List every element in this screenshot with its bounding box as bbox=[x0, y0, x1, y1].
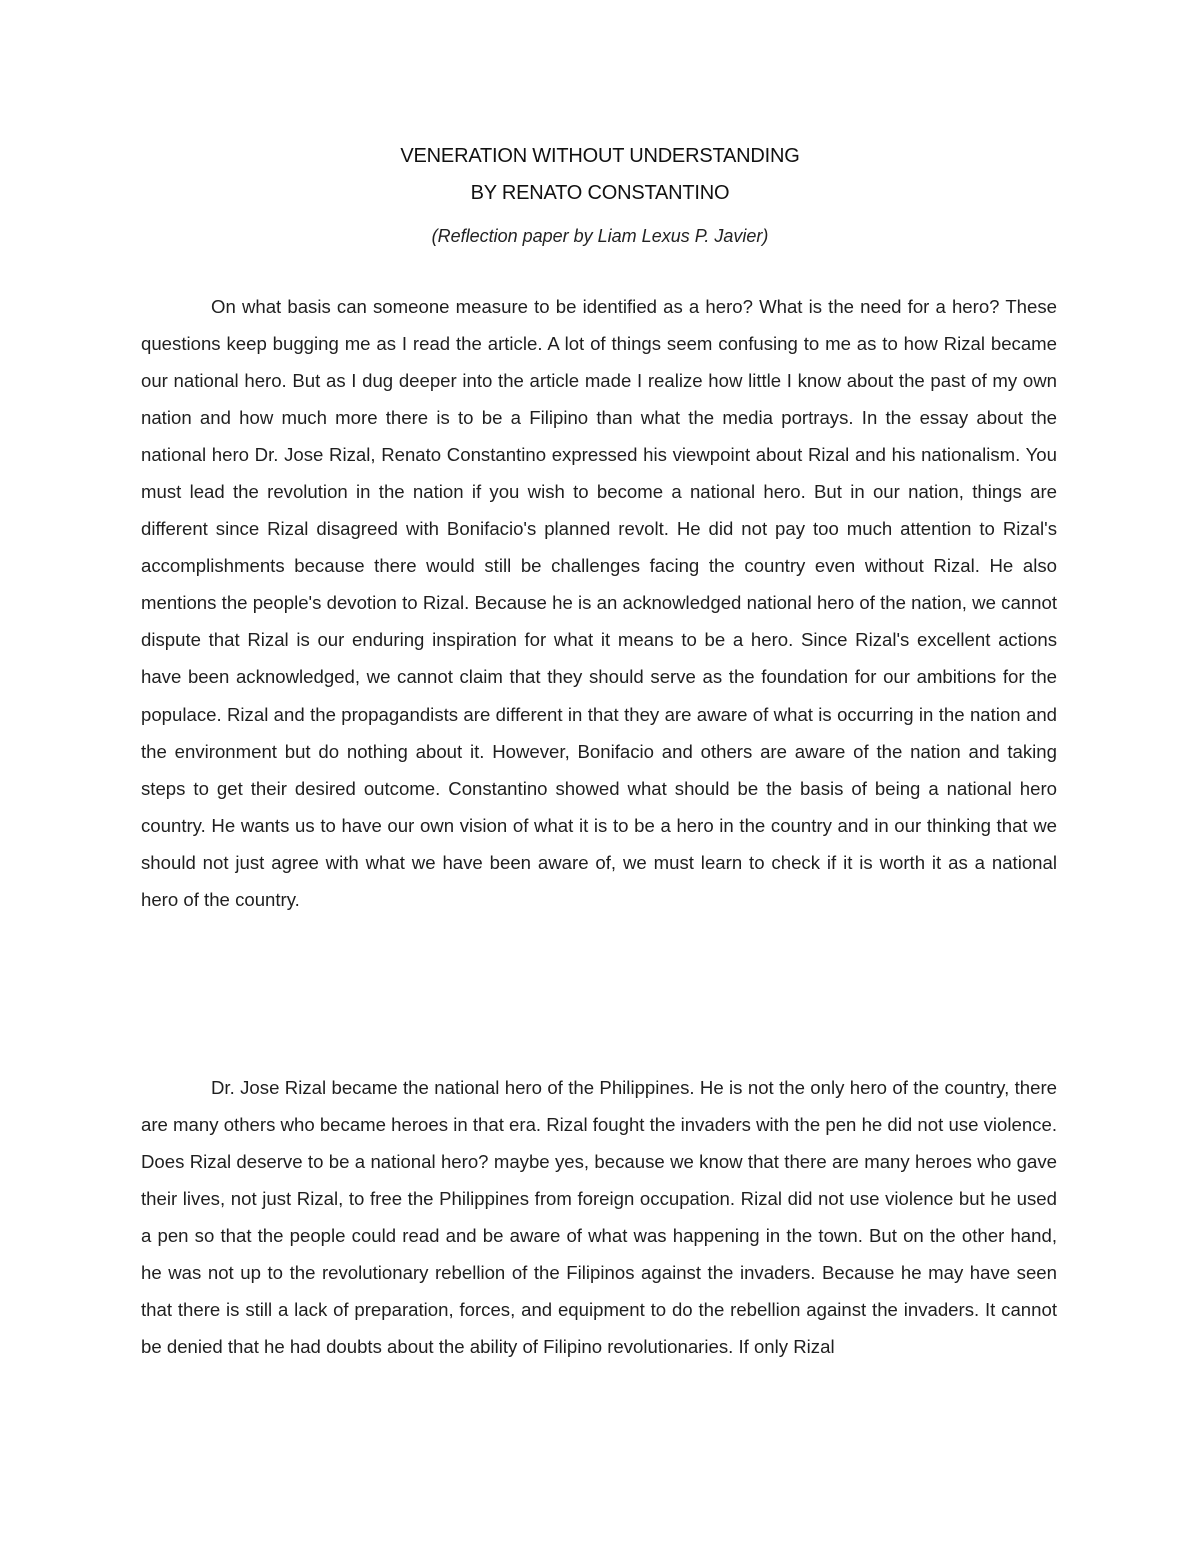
document-subtitle: (Reflection paper by Liam Lexus P. Javier) bbox=[431, 226, 769, 246]
document-author-line: BY RENATO CONSTANTINO bbox=[470, 182, 730, 204]
body-paragraph-2: Dr. Jose Rizal became the national hero of the Philippines. He is not the only hero of the country, there are many others who became heroes in that era. Rizal fought the invaders with the pen he did not use violence. Does Rizal deserve to be a national hero? maybe yes, because we know that there are many heroes who gave their lives, not just Rizal, to free the Philippines from foreign occupation. Rizal did not use violence but he used a pen so that the people could read and be aware of what was happening in the town. But on the other hand, he was not up to the revolutionary rebellion of the Filipinos against the invaders. Because he may have seen that there is still a lack of preparation, forces, and equipment to do the rebellion against the invaders. It cannot be denied that he had doubts about the ability of Filipino revolutionaries. If only Rizal bbox=[141, 1077, 1057, 1358]
title-block bbox=[0, 138, 1200, 248]
body-paragraph-1: On what basis can someone measure to be identified as a hero? What is the need for a hero? These questions keep bugging me as I read the article. A lot of things seem confusing to me as to how Rizal became our national hero. But as I dug deeper into the article made I realize how little I know about the past of my own nation and how much more there is to be a Filipino than what the media portrays. In the essay about the national hero Dr. Jose Rizal, Renato Constantino expressed his viewpoint about Rizal and his nationalism. You must lead the revolution in the nation if you wish to become a national hero. But in our nation, things are different since Rizal disagreed with Bonifacio's planned revolt. He did not pay too much attention to Rizal's accomplishments because there would still be challenges facing the country even without Rizal. He also mentions the people's devotion to Rizal. Because he is an acknowledged national hero of the nation, we cannot dispute that Rizal is our enduring inspiration for what it means to be a hero. Since Rizal's excellent actions have been acknowledged, we cannot claim that they should serve as the foundation for our ambitions for the populace. Rizal and the propagandists are different in that they are aware of what is occurring in the nation and the environment but do nothing about it. However, Bonifacio and others are aware of the nation and taking steps to get their desired outcome. Constantino showed what should be the basis of being a national hero country. He wants us to have our own vision of what it is to be a hero in the country and in our thinking that we should not just agree with what we have been aware of, we must learn to check if it is worth it as a national hero of the country. bbox=[141, 296, 1057, 910]
document-title: VENERATION WITHOUT UNDERSTANDING bbox=[400, 145, 800, 167]
